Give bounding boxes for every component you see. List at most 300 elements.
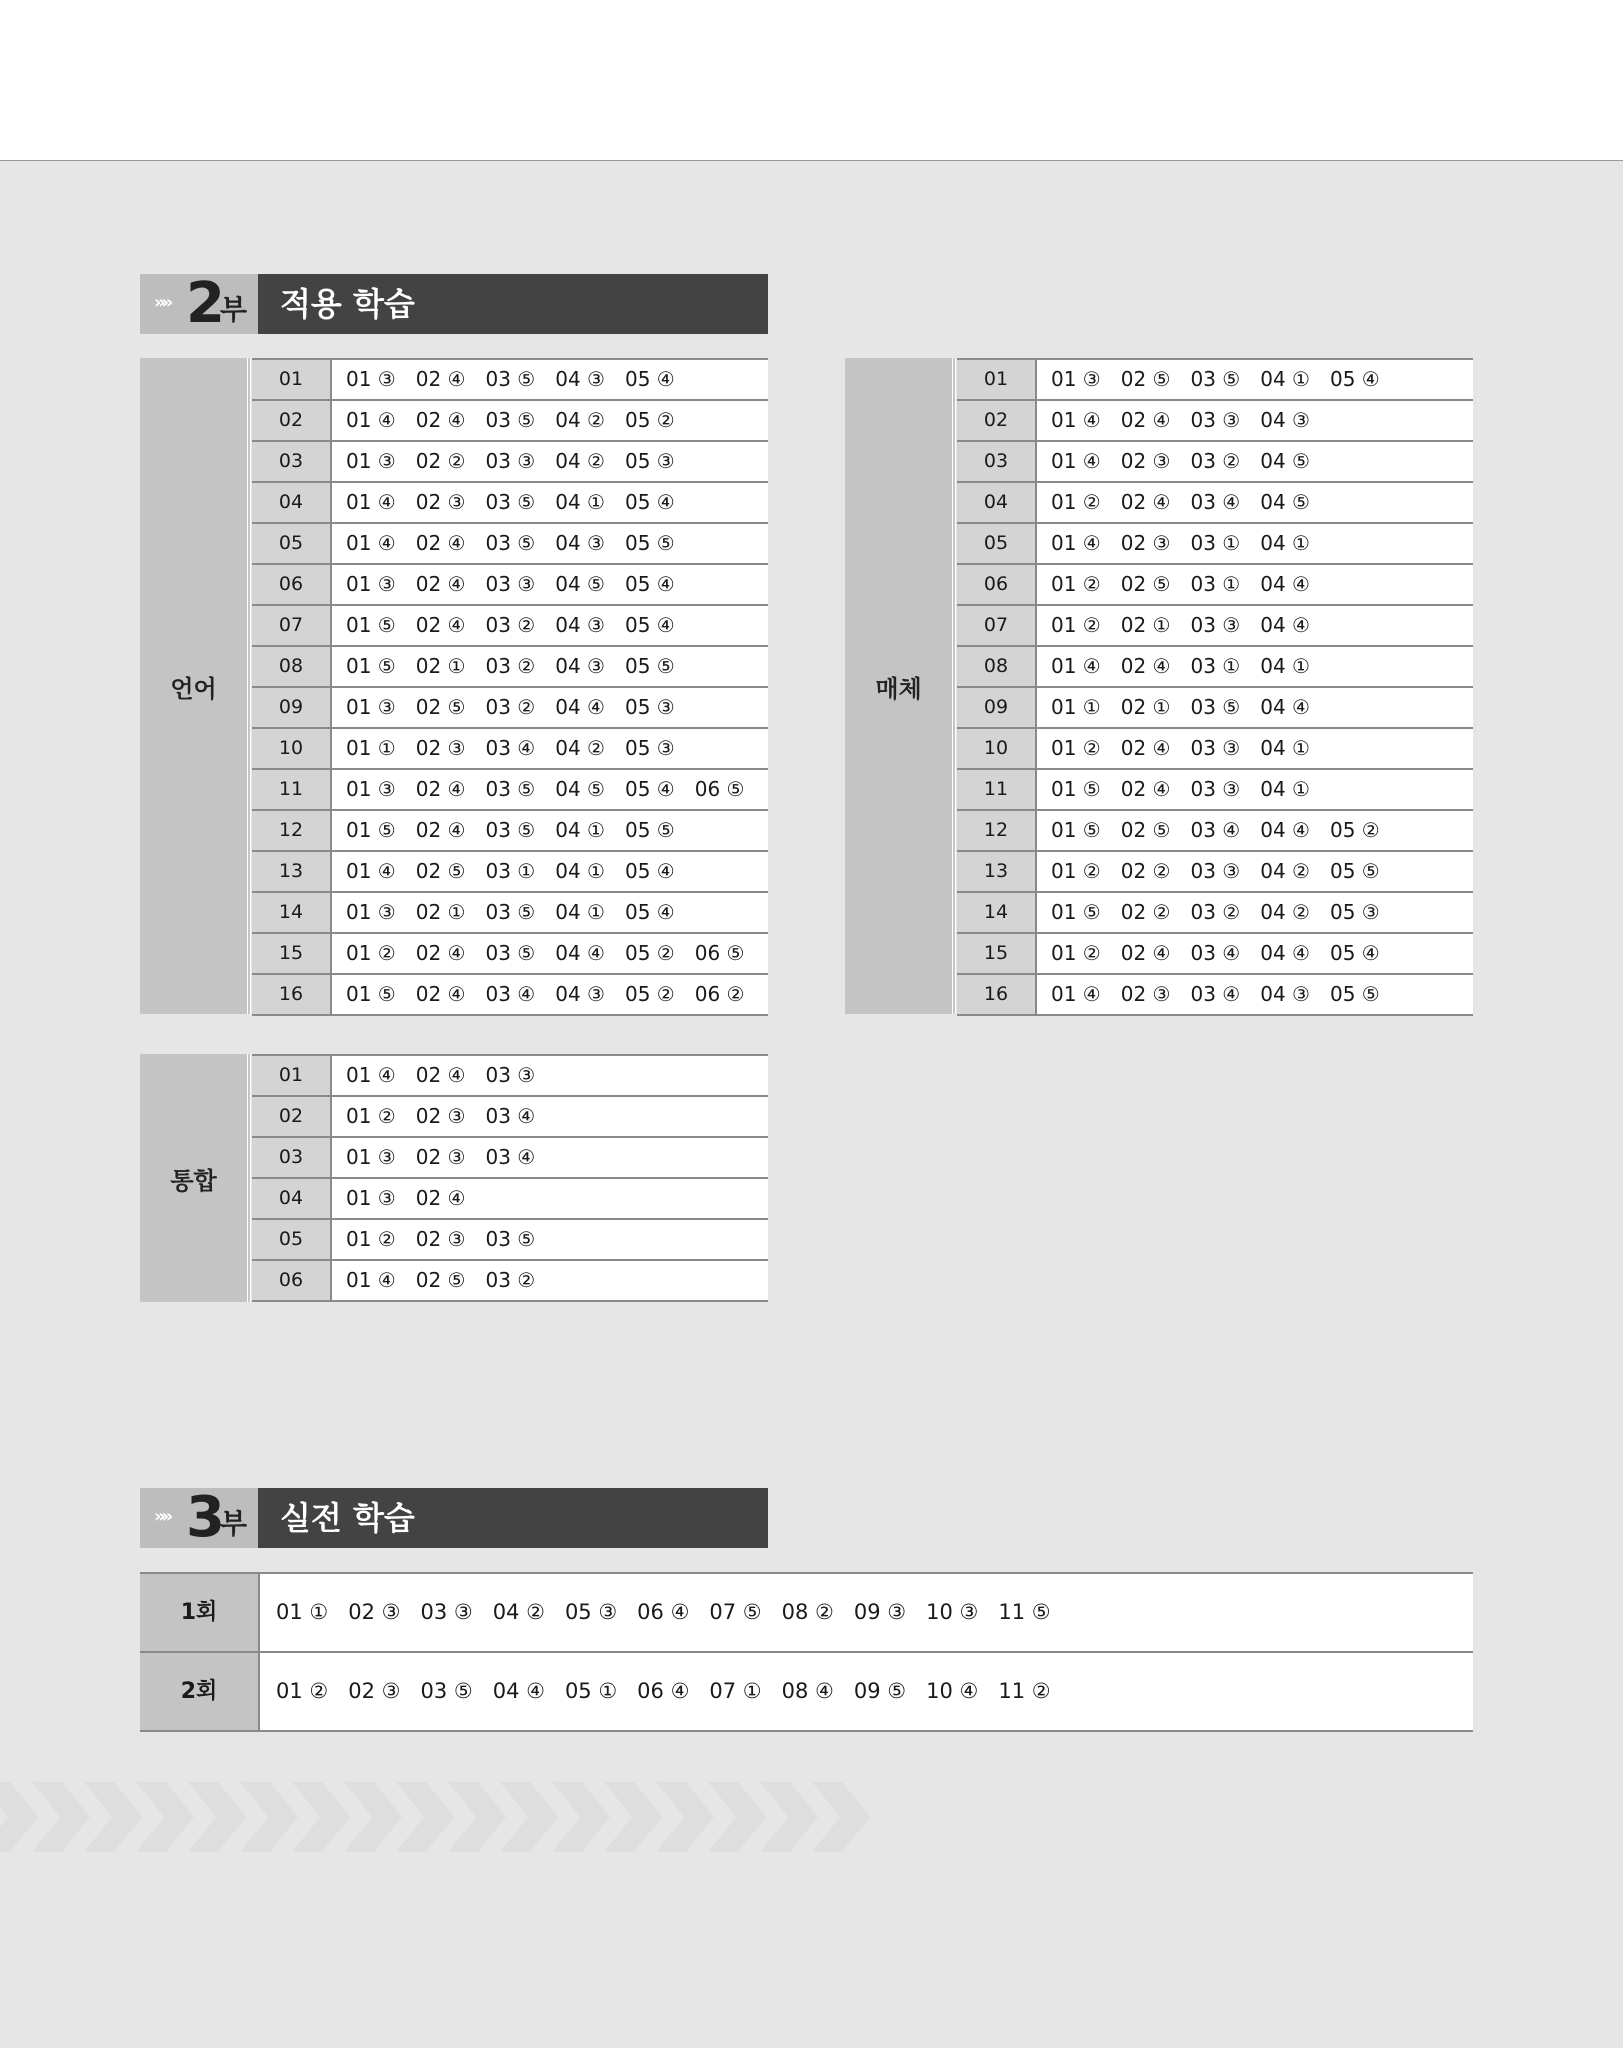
answer-item: 03 ②: [485, 695, 536, 719]
answer-list: [1037, 483, 1473, 522]
answer-item: 03 ⑤: [420, 1679, 473, 1703]
table-row: [252, 1138, 768, 1179]
table-row: [252, 1220, 768, 1261]
answer-item: 04 ③: [555, 654, 605, 678]
row-number: 03: [957, 442, 1037, 481]
answer-item: 05 ④: [625, 859, 675, 883]
answer-list: [260, 1653, 1473, 1730]
answer-item: 09 ③: [853, 1600, 907, 1624]
answer-item: 06 ⑤: [694, 941, 745, 965]
table-row: [252, 483, 768, 524]
part3-header: [140, 1485, 768, 1550]
chevron-shape: [240, 1782, 298, 1852]
table-row: [252, 975, 768, 1016]
answer-item: 03 ③: [1190, 408, 1241, 432]
answer-item: 05 ④: [625, 777, 675, 801]
answer-item: 01 ④: [1051, 654, 1101, 678]
answer-item: 03 ④: [1190, 941, 1241, 965]
answer-list: [332, 401, 768, 440]
answer-item: 11 ⑤: [998, 1600, 1051, 1624]
table-row: [957, 524, 1473, 565]
answer-item: 03 ④: [485, 1145, 536, 1169]
answer-item: 02 ④: [415, 367, 466, 391]
answer-item: 03 ④: [485, 736, 536, 760]
answer-table-practice: [140, 1572, 1473, 1732]
answer-item: 10 ③: [926, 1600, 979, 1624]
table-row: [957, 360, 1473, 401]
row-number: 02: [957, 401, 1037, 440]
answer-list: [332, 729, 768, 768]
answer-list: [1037, 565, 1473, 604]
answer-item: 04 ③: [1260, 408, 1310, 432]
answer-item: 03 ④: [1190, 490, 1241, 514]
answer-item: 01 ⑤: [346, 982, 396, 1006]
answer-list: [1037, 647, 1473, 686]
answer-item: 01 ①: [276, 1600, 329, 1624]
answer-item: 02 ⑤: [415, 695, 466, 719]
answer-item: 02 ④: [1120, 490, 1171, 514]
answer-item: 06 ④: [637, 1600, 690, 1624]
answer-rows: [252, 1054, 768, 1302]
answer-item: 04 ②: [555, 408, 605, 432]
answer-item: 01 ③: [346, 1145, 396, 1169]
row-number: 11: [252, 770, 332, 809]
row-number: 12: [252, 811, 332, 850]
answer-item: 03 ④: [1190, 818, 1241, 842]
table-row: [252, 1179, 768, 1220]
answer-list: [332, 770, 768, 809]
answer-item: 05 ④: [625, 490, 675, 514]
row-number: 15: [252, 934, 332, 973]
answer-item: 03 ⑤: [485, 490, 536, 514]
answer-item: 01 ④: [346, 531, 396, 555]
chevron-shape: [84, 1782, 142, 1852]
answer-item: 04 ②: [1260, 859, 1310, 883]
answer-item: 02 ③: [415, 490, 466, 514]
answer-item: 01 ⑤: [1051, 818, 1101, 842]
answer-item: 02 ④: [1120, 654, 1171, 678]
answer-list: [332, 360, 768, 399]
answer-item: 02 ④: [415, 818, 466, 842]
answer-list: [332, 606, 768, 645]
answer-item: 05 ①: [564, 1679, 618, 1703]
answer-item: 04 ④: [1260, 695, 1310, 719]
answer-item: 02 ④: [415, 572, 466, 596]
answer-list: [1037, 606, 1473, 645]
answer-item: 03 ③: [1190, 777, 1241, 801]
answer-list: [332, 1097, 768, 1136]
answer-item: 04 ②: [492, 1600, 545, 1624]
answer-item: 03 ⑤: [485, 818, 536, 842]
answer-table-media: [845, 358, 1473, 1014]
answer-item: 01 ④: [346, 408, 396, 432]
row-number: 11: [957, 770, 1037, 809]
answer-item: 07 ①: [709, 1679, 762, 1703]
answer-item: 03 ①: [485, 859, 536, 883]
answer-item: 02 ④: [415, 1186, 466, 1210]
answer-list: [332, 524, 768, 563]
row-number: 03: [252, 1138, 332, 1177]
table-row: [957, 401, 1473, 442]
answer-item: 02 ①: [1120, 613, 1171, 637]
table-row: [957, 975, 1473, 1016]
answer-item: 04 ⑤: [555, 777, 605, 801]
table-row: [957, 688, 1473, 729]
answer-item: 01 ④: [1051, 531, 1101, 555]
answer-item: 03 ③: [485, 572, 536, 596]
answer-item: 05 ④: [1330, 941, 1380, 965]
row-number: 13: [252, 852, 332, 891]
answer-item: 07 ⑤: [709, 1600, 762, 1624]
answer-list: [332, 1220, 768, 1259]
chevron-shape: [396, 1782, 454, 1852]
answer-item: 11 ②: [998, 1679, 1051, 1703]
answer-item: 03 ⑤: [1190, 695, 1241, 719]
row-number: 13: [957, 852, 1037, 891]
answer-item: 05 ⑤: [625, 531, 675, 555]
answer-item: 06 ②: [694, 982, 745, 1006]
row-number: 05: [252, 1220, 332, 1259]
answer-item: 03 ②: [485, 654, 536, 678]
table-row: [957, 442, 1473, 483]
row-number: 15: [957, 934, 1037, 973]
answer-item: 04 ⑤: [1260, 490, 1310, 514]
table-row: [252, 442, 768, 483]
answer-item: 04 ①: [555, 818, 605, 842]
answer-item: 02 ③: [415, 1104, 466, 1128]
answer-item: 03 ④: [485, 1104, 536, 1128]
answer-item: 01 ④: [346, 490, 396, 514]
answer-item: 02 ③: [348, 1600, 401, 1624]
answer-item: 02 ④: [415, 1063, 466, 1087]
row-number: 09: [252, 688, 332, 727]
chevron-shape: [656, 1782, 714, 1852]
answer-item: 01 ③: [346, 449, 396, 473]
answer-item: 05 ⑤: [1330, 982, 1380, 1006]
answer-item: 01 ⑤: [1051, 900, 1101, 924]
answer-item: 05 ④: [625, 613, 675, 637]
answer-item: 01 ②: [1051, 613, 1101, 637]
table-row: [140, 1574, 1473, 1653]
answer-item: 04 ①: [555, 859, 605, 883]
answer-item: 04 ⑤: [1260, 449, 1310, 473]
answer-item: 04 ④: [555, 695, 605, 719]
chevron-shape: [32, 1782, 90, 1852]
table-row: [957, 647, 1473, 688]
row-number: 04: [252, 1179, 332, 1218]
part-number: 3: [186, 1485, 223, 1550]
answer-item: 05 ②: [1330, 818, 1380, 842]
row-number: 04: [957, 483, 1037, 522]
page-top-band: [0, 0, 1623, 161]
answer-item: 02 ②: [415, 449, 466, 473]
answer-rows: [252, 358, 768, 1016]
answer-item: 02 ④: [415, 982, 466, 1006]
answer-item: 04 ③: [555, 982, 605, 1006]
answer-item: 01 ③: [346, 900, 396, 924]
answer-item: 02 ③: [415, 1227, 466, 1251]
answer-item: 03 ③: [485, 1063, 536, 1087]
table-row: [252, 401, 768, 442]
answer-item: 04 ④: [492, 1679, 545, 1703]
row-number: 05: [252, 524, 332, 563]
answer-item: 02 ②: [1120, 859, 1171, 883]
answer-item: 10 ④: [926, 1679, 979, 1703]
answer-item: 01 ④: [1051, 449, 1101, 473]
row-number: 10: [957, 729, 1037, 768]
answer-item: 02 ④: [1120, 777, 1171, 801]
answer-item: 05 ④: [625, 572, 675, 596]
answer-item: 04 ③: [555, 613, 605, 637]
answer-item: 03 ④: [1190, 982, 1241, 1006]
answer-item: 01 ④: [346, 1063, 396, 1087]
row-number: 03: [252, 442, 332, 481]
answer-item: 05 ⑤: [625, 654, 675, 678]
answer-item: 01 ①: [346, 736, 396, 760]
answer-item: 04 ③: [555, 531, 605, 555]
answer-item: 01 ③: [346, 1186, 396, 1210]
answer-list: [332, 1261, 768, 1300]
answer-item: 02 ④: [415, 941, 466, 965]
answer-item: 03 ①: [1190, 572, 1241, 596]
table-row: [957, 934, 1473, 975]
chevron-shape: [292, 1782, 350, 1852]
answer-item: 01 ②: [1051, 572, 1101, 596]
answer-item: 04 ④: [1260, 572, 1310, 596]
answer-item: 03 ⑤: [485, 941, 536, 965]
part2-number-box: [140, 271, 258, 336]
answer-item: 04 ④: [555, 941, 605, 965]
answer-item: 01 ②: [276, 1679, 329, 1703]
row-number: 14: [957, 893, 1037, 932]
answer-list: [332, 893, 768, 932]
answer-item: 05 ④: [1330, 367, 1380, 391]
answer-item: 04 ④: [1260, 613, 1310, 637]
answer-item: 01 ④: [1051, 982, 1101, 1006]
answer-item: 01 ②: [346, 1227, 396, 1251]
part-suffix: 부: [220, 1507, 248, 1540]
answer-item: 02 ①: [415, 900, 466, 924]
row-number: 07: [957, 606, 1037, 645]
answer-item: 03 ⑤: [485, 900, 536, 924]
row-number: 12: [957, 811, 1037, 850]
row-number: 09: [957, 688, 1037, 727]
answer-item: 03 ③: [485, 449, 536, 473]
chevron-shape: [344, 1782, 402, 1852]
row-number: 05: [957, 524, 1037, 563]
answer-item: 03 ⑤: [485, 367, 536, 391]
chevron-shape: [448, 1782, 506, 1852]
answer-item: 04 ①: [555, 900, 605, 924]
table-row: [252, 1056, 768, 1097]
answer-item: 05 ②: [625, 941, 675, 965]
answer-item: 05 ⑤: [1330, 859, 1380, 883]
answer-item: 04 ①: [1260, 367, 1310, 391]
answer-item: 02 ③: [1120, 531, 1171, 555]
table-row: [957, 811, 1473, 852]
answer-item: 03 ⑤: [485, 531, 536, 555]
answer-item: 05 ③: [564, 1600, 618, 1624]
answer-item: 05 ③: [625, 449, 675, 473]
answer-item: 02 ⑤: [1120, 367, 1171, 391]
category-label: 매체: [845, 358, 956, 1014]
answer-item: 03 ③: [1190, 859, 1241, 883]
double-chevron-icon: »»: [154, 1506, 170, 1527]
answer-item: 02 ④: [415, 777, 466, 801]
row-number: 07: [252, 606, 332, 645]
answer-list: [1037, 852, 1473, 891]
row-number: 02: [252, 1097, 332, 1136]
table-row: [957, 770, 1473, 811]
answer-list: [1037, 442, 1473, 481]
table-row: [252, 934, 768, 975]
answer-item: 01 ④: [346, 859, 396, 883]
answer-item: 02 ②: [1120, 900, 1171, 924]
answer-item: 02 ④: [1120, 408, 1171, 432]
answer-item: 01 ②: [1051, 736, 1101, 760]
chevron-shape: [812, 1782, 870, 1852]
answer-list: [1037, 401, 1473, 440]
answer-item: 01 ④: [346, 1268, 396, 1292]
answer-item: 05 ③: [625, 736, 675, 760]
part2-header: [140, 271, 768, 336]
part3-title: 실전 학습: [258, 1488, 768, 1548]
answer-item: 02 ①: [415, 654, 466, 678]
answer-item: 02 ⑤: [415, 859, 466, 883]
table-row: [957, 483, 1473, 524]
table-row: [252, 852, 768, 893]
row-number: 06: [957, 565, 1037, 604]
table-row: [957, 893, 1473, 934]
part3-number-box: [140, 1485, 258, 1550]
answer-item: 04 ④: [1260, 818, 1310, 842]
answer-item: 06 ⑤: [694, 777, 745, 801]
answer-item: 03 ②: [485, 613, 536, 637]
part2-title: 적용 학습: [258, 274, 768, 334]
category-label: 언어: [140, 358, 251, 1014]
table-row: [252, 729, 768, 770]
table-row: [957, 852, 1473, 893]
chevron-band-decoration: [0, 1782, 900, 1852]
answer-item: 04 ①: [1260, 654, 1310, 678]
round-label: 2회: [140, 1653, 260, 1730]
answer-item: 05 ③: [1330, 900, 1380, 924]
chevron-shape: [0, 1782, 38, 1852]
answer-item: 04 ③: [1260, 982, 1310, 1006]
table-row: [252, 770, 768, 811]
answer-item: 01 ③: [346, 695, 396, 719]
answer-item: 08 ②: [781, 1600, 834, 1624]
answer-item: 02 ⑤: [1120, 818, 1171, 842]
answer-item: 02 ⑤: [1120, 572, 1171, 596]
answer-item: 03 ③: [1190, 613, 1241, 637]
answer-item: 01 ③: [1051, 367, 1101, 391]
answer-item: 02 ③: [348, 1679, 401, 1703]
row-number: 06: [252, 1261, 332, 1300]
answer-item: 04 ①: [555, 490, 605, 514]
answer-item: 05 ②: [625, 982, 675, 1006]
answer-item: 02 ③: [415, 736, 466, 760]
answer-item: 01 ③: [346, 367, 396, 391]
table-row: [252, 893, 768, 934]
answer-item: 05 ④: [625, 900, 675, 924]
answer-item: 01 ②: [346, 1104, 396, 1128]
answer-item: 03 ②: [485, 1268, 536, 1292]
answer-item: 01 ②: [1051, 859, 1101, 883]
answer-list: [1037, 770, 1473, 809]
answer-item: 06 ④: [637, 1679, 690, 1703]
answer-item: 02 ⑤: [415, 1268, 466, 1292]
answer-item: 01 ③: [346, 572, 396, 596]
table-row: [957, 606, 1473, 647]
table-row: [252, 565, 768, 606]
table-row: [140, 1653, 1473, 1732]
answer-item: 01 ①: [1051, 695, 1101, 719]
table-row: [252, 360, 768, 401]
answer-rows: [957, 358, 1473, 1016]
answer-item: 03 ⑤: [1190, 367, 1241, 391]
answer-item: 05 ②: [625, 408, 675, 432]
answer-list: [1037, 975, 1473, 1014]
answer-list: [1037, 893, 1473, 932]
answer-item: 03 ④: [485, 982, 536, 1006]
answer-item: 04 ③: [555, 367, 605, 391]
answer-item: 03 ⑤: [485, 777, 536, 801]
answer-item: 02 ④: [1120, 941, 1171, 965]
answer-item: 04 ②: [555, 449, 605, 473]
table-row: [252, 811, 768, 852]
chevron-shape: [604, 1782, 662, 1852]
table-row: [252, 688, 768, 729]
answer-item: 03 ②: [1190, 900, 1241, 924]
category-label: 통합: [140, 1054, 251, 1302]
answer-item: 05 ⑤: [625, 818, 675, 842]
answer-item: 03 ①: [1190, 654, 1241, 678]
answer-item: 02 ④: [415, 531, 466, 555]
answer-item: 02 ③: [1120, 449, 1171, 473]
part-number: 2: [186, 271, 223, 336]
answer-item: 04 ②: [1260, 900, 1310, 924]
row-number: 04: [252, 483, 332, 522]
answer-item: 01 ②: [346, 941, 396, 965]
answer-item: 03 ②: [1190, 449, 1241, 473]
answer-list: [332, 483, 768, 522]
answer-list: [332, 565, 768, 604]
answer-item: 01 ③: [346, 777, 396, 801]
chevron-shape: [552, 1782, 610, 1852]
answer-list: [1037, 811, 1473, 850]
answer-list: [1037, 360, 1473, 399]
answer-list: [332, 688, 768, 727]
answer-item: 02 ③: [1120, 982, 1171, 1006]
chevron-shape: [136, 1782, 194, 1852]
answer-item: 03 ⑤: [485, 408, 536, 432]
answer-table-language: [140, 358, 768, 1014]
answer-item: 04 ①: [1260, 736, 1310, 760]
answer-list: [332, 934, 768, 973]
row-number: 16: [252, 975, 332, 1014]
answer-list: [332, 442, 768, 481]
answer-item: 08 ④: [781, 1679, 834, 1703]
table-row: [252, 1097, 768, 1138]
table-row: [252, 524, 768, 565]
answer-item: 02 ④: [415, 408, 466, 432]
answer-item: 05 ③: [625, 695, 675, 719]
answer-item: 01 ②: [1051, 941, 1101, 965]
table-row: [252, 1261, 768, 1302]
row-number: 01: [957, 360, 1037, 399]
answer-item: 03 ③: [1190, 736, 1241, 760]
